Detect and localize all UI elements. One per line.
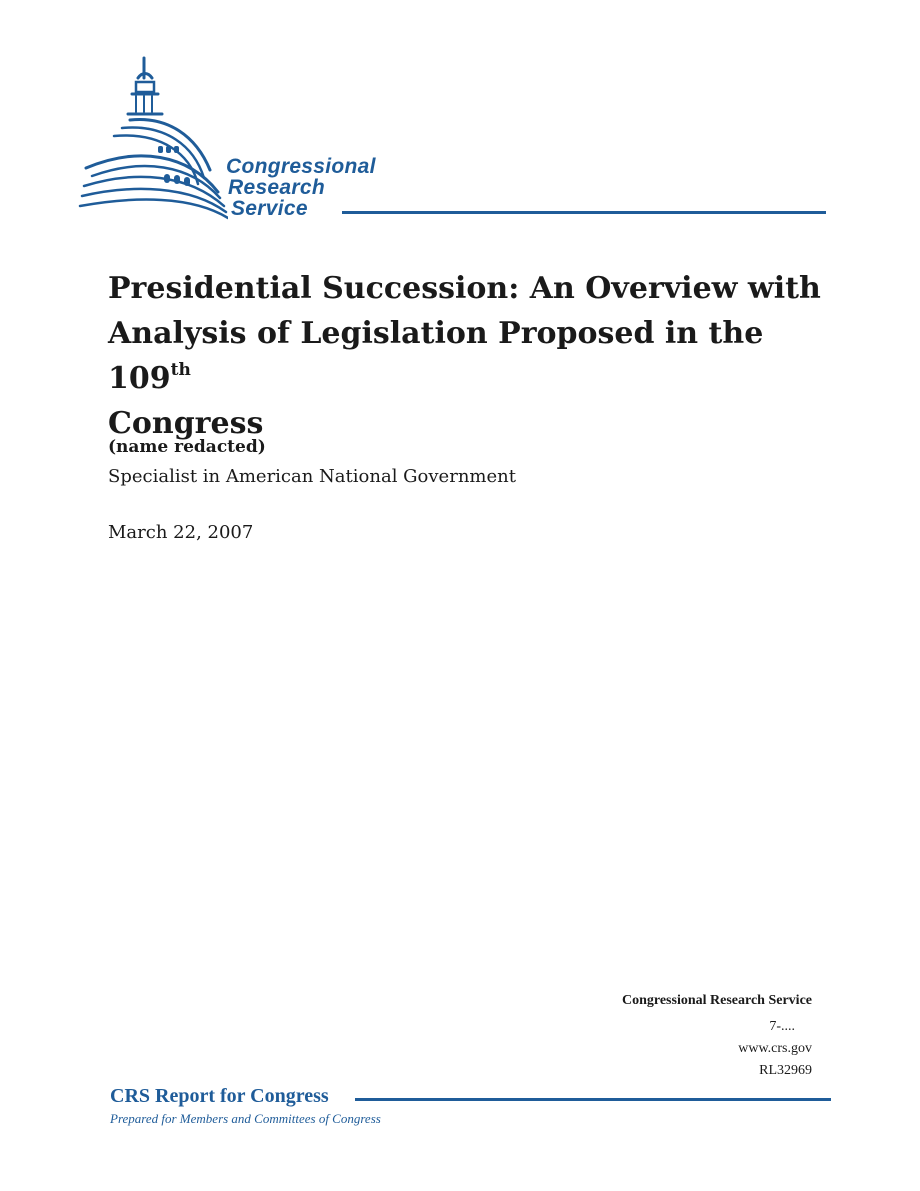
logo-line-service: Service: [231, 197, 308, 220]
crs-logo-wordmark: [226, 156, 376, 219]
footer-divider: [355, 1098, 831, 1101]
meta-report-number: RL32969: [759, 1063, 812, 1078]
author-role: Specialist in American National Government: [108, 466, 516, 487]
logo-line-congressional: Congressional: [226, 155, 376, 178]
footer-title: CRS Report for Congress: [110, 1085, 329, 1107]
report-metadata: [622, 990, 812, 1082]
report-title-superscript: th: [170, 360, 191, 380]
footer-subtitle: Prepared for Members and Committees of Congress: [110, 1111, 381, 1126]
crs-logo: [78, 50, 838, 230]
report-title-end: Congress: [108, 406, 264, 441]
meta-code: 7-....: [769, 1019, 795, 1034]
report-title-main: Presidential Succession: An Overview with Analysis of Legislation Proposed in the 109: [108, 271, 821, 396]
meta-url: www.crs.gov: [738, 1041, 812, 1056]
logo-line-research: Research: [228, 176, 325, 199]
author-name: (name redacted): [108, 437, 266, 457]
report-title: [108, 266, 828, 446]
capitol-dome-icon: [78, 50, 228, 230]
logo-divider: [342, 211, 826, 214]
meta-organization: Congressional Research Service: [621, 993, 812, 1008]
report-date: March 22, 2007: [108, 522, 254, 543]
